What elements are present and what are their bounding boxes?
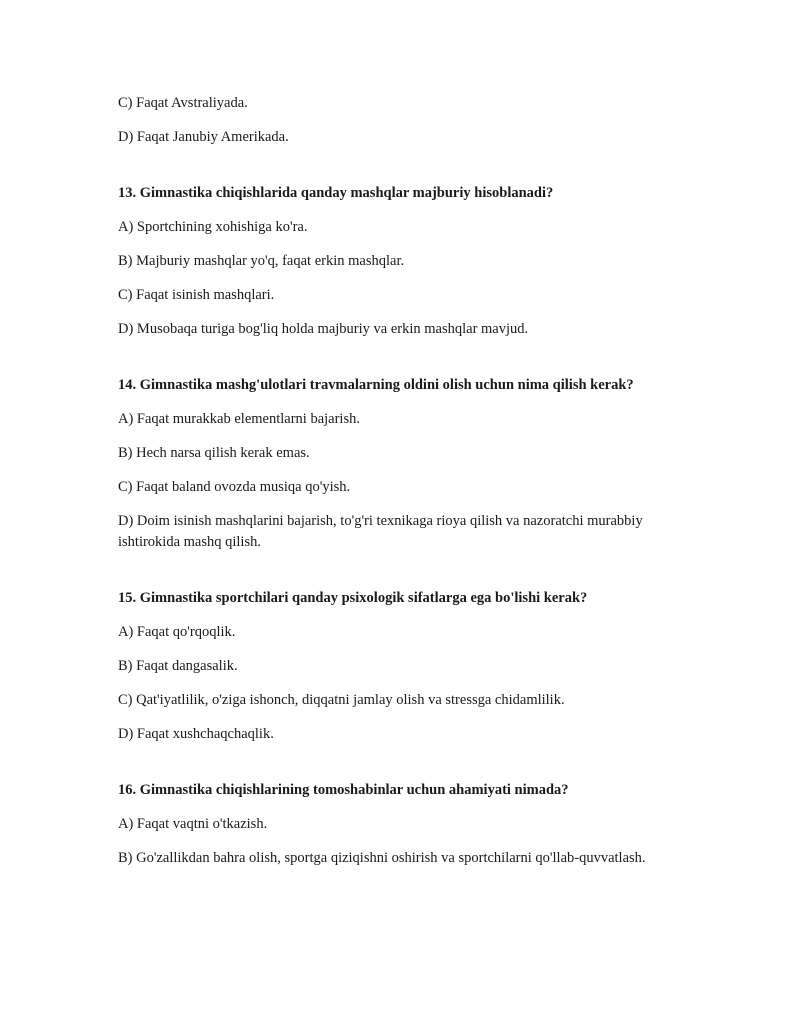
option-item: C) Faqat isinish mashqlari. [118,287,275,303]
option-item: A) Faqat vaqtni o'tkazish. [118,816,268,832]
question-title: 15. Gimnastika sportchilari qanday psixologik sifatlarga ega bo'lishi kerak? [118,590,588,606]
question-block-15 [118,588,698,745]
option-item: B) Hech narsa qilish kerak emas. [118,445,310,461]
option-item: C) Qat'iyatlilik, o'ziga ishonch, diqqatni jamlay olish va stressga chidamlilik. [118,692,565,708]
option-item: C) Faqat Avstraliyada. [118,95,248,111]
option-item: D) Doim isinish mashqlarini bajarish, to'g'ri texnikaga rioya qilish va nazoratchi murabbiy ishtirokida mashq qilish. [118,513,643,550]
option-item: A) Sportchining xohishiga ko'ra. [118,219,308,235]
continued-options [118,93,698,148]
option-item: C) Faqat baland ovozda musiqa qo'yish. [118,479,351,495]
option-item: A) Faqat qo'rqoqlik. [118,624,236,640]
option-item: B) Majburiy mashqlar yo'q, faqat erkin mashqlar. [118,253,405,269]
option-item: A) Faqat murakkab elementlarni bajarish. [118,411,360,427]
question-title: 13. Gimnastika chiqishlarida qanday mashqlar majburiy hisoblanadi? [118,185,554,201]
question-block-13 [118,183,698,340]
option-item: D) Faqat Janubiy Amerikada. [118,129,289,145]
option-item: B) Go'zallikdan bahra olish, sportga qiziqishni oshirish va sportchilarni qo'llab-quvvatlash. [118,850,646,866]
option-item: B) Faqat dangasalik. [118,658,238,674]
option-item: D) Faqat xushchaqchaqlik. [118,726,274,742]
document-content [118,93,698,882]
question-title: 16. Gimnastika chiqishlarining tomoshabinlar uchun ahamiyati nimada? [118,782,569,798]
option-item: D) Musobaqa turiga bog'liq holda majburiy va erkin mashqlar mavjud. [118,321,529,337]
question-block-14 [118,375,698,553]
question-block-16 [118,780,698,869]
question-title: 14. Gimnastika mashg'ulotlari travmalarning oldini olish uchun nima qilish kerak? [118,377,634,393]
